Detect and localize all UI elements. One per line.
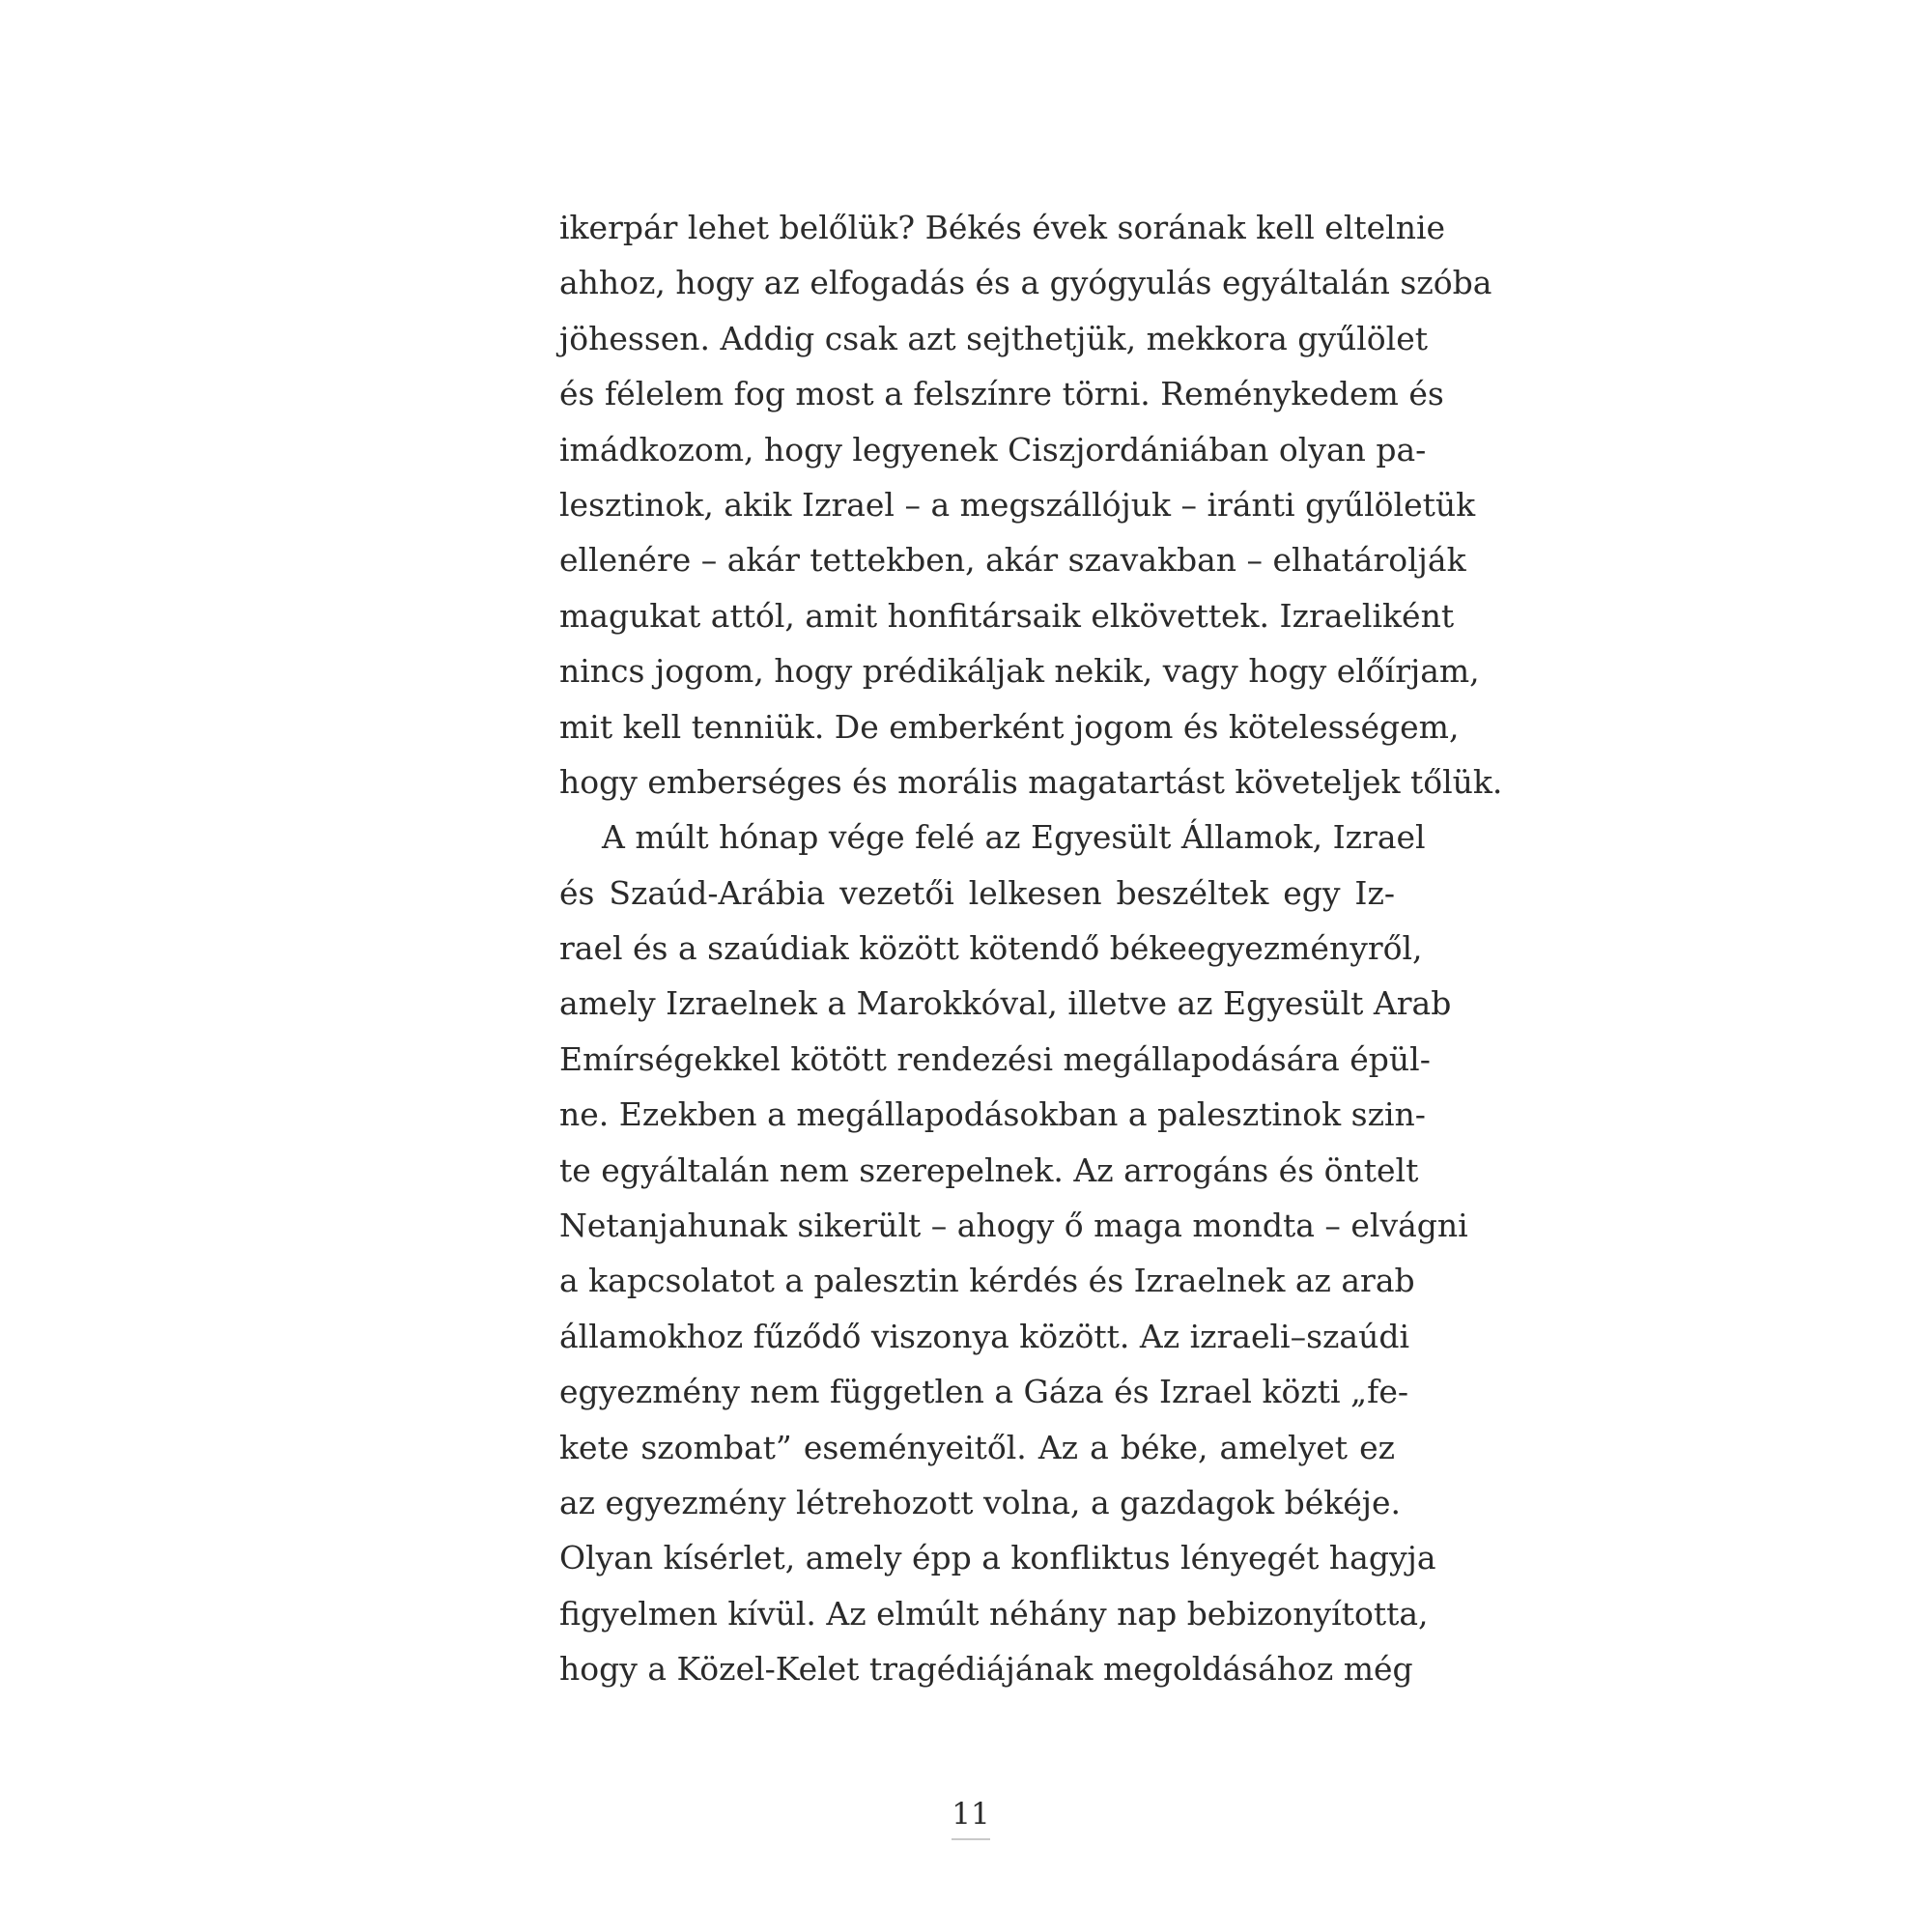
text-line: államokhoz fűződő viszonya között. Az izraeli–szaúdi [559,1317,1410,1355]
page-number: 11 [952,1797,990,1832]
text-line: ikerpár lehet belőlük? Békés évek sorának kell eltelnie [559,209,1446,246]
text-line: ellenére – akár tettekben, akár szavakban – elhatárolják [559,541,1466,580]
text-line: nincs jogom, hogy prédikáljak nekik, vagy hogy előírjam, [559,652,1480,691]
text-line: A múlt hónap vége felé az Egyesült Államok, Izrael [602,818,1426,857]
text-line: Olyan kísérlet, amely épp a konfliktus lényegét hagyja [559,1539,1436,1577]
text-line: lesztinok, akik Izrael – a megszállójuk – iránti gyűlöletük [559,485,1476,524]
text-line: jöhessen. Addig csak azt sejthetjük, mekkora gyűlölet [559,319,1429,357]
text-line: figyelmen kívül. Az elmúlt néhány nap bebizonyította, [559,1594,1429,1633]
text-line: te egyáltalán nem szerepelnek. Az arrogáns és öntelt [559,1151,1419,1189]
text-line: mit kell tenniük. De emberként jogom és kötelességem, [559,707,1460,746]
text-line: egyezmény nem független a Gáza és Izrael közti „fe- [559,1373,1409,1411]
text-line: Netanjahunak sikerült – ahogy ő maga mondta – elvágni [559,1207,1468,1245]
text-line: az egyezmény létrehozott volna, a gazdagok békéje. [559,1483,1402,1521]
text-line: ne. Ezekben a megállapodásokban a palesztinok szin- [559,1095,1426,1134]
text-line: és félelem fog most a felszínre törni. Reménykedem és [559,375,1444,413]
text-line: ahhoz, hogy az elfogadás és a gyógyulás egyáltalán szóba [559,264,1492,302]
text-line [559,1697,1395,1752]
body-text [559,200,1503,1752]
text-line: magukat attól, amit honfitársaik elkövettek. Izraeliként [559,596,1455,635]
text-line: a kapcsolatot a palesztin kérdés és Izraelnek az arab [559,1262,1415,1300]
text-line: Emírségekkel kötött rendezési megállapodására épül- [559,1039,1431,1078]
page-number-underline [952,1838,990,1840]
text-line: és Szaúd-Arábia vezetői lelkesen beszéltek egy Iz- [559,873,1395,912]
text-line: rael és a szaúdiak között kötendő békeegyezményről, [559,929,1423,968]
text-line: kete szombat” eseményeitől. Az a béke, amelyet ez [559,1428,1395,1466]
text-line: amely Izraelnek a Marokkóval, illetve az Egyesült Arab [559,984,1452,1023]
text-line: imádkozom, hogy legyenek Ciszjordániában olyan pa- [559,430,1427,469]
text-line: hogy emberséges és morális magatartást követeljek tőlük. [559,762,1503,801]
text-line: hogy a Közel-Kelet tragédiájának megoldásához még [559,1650,1413,1689]
